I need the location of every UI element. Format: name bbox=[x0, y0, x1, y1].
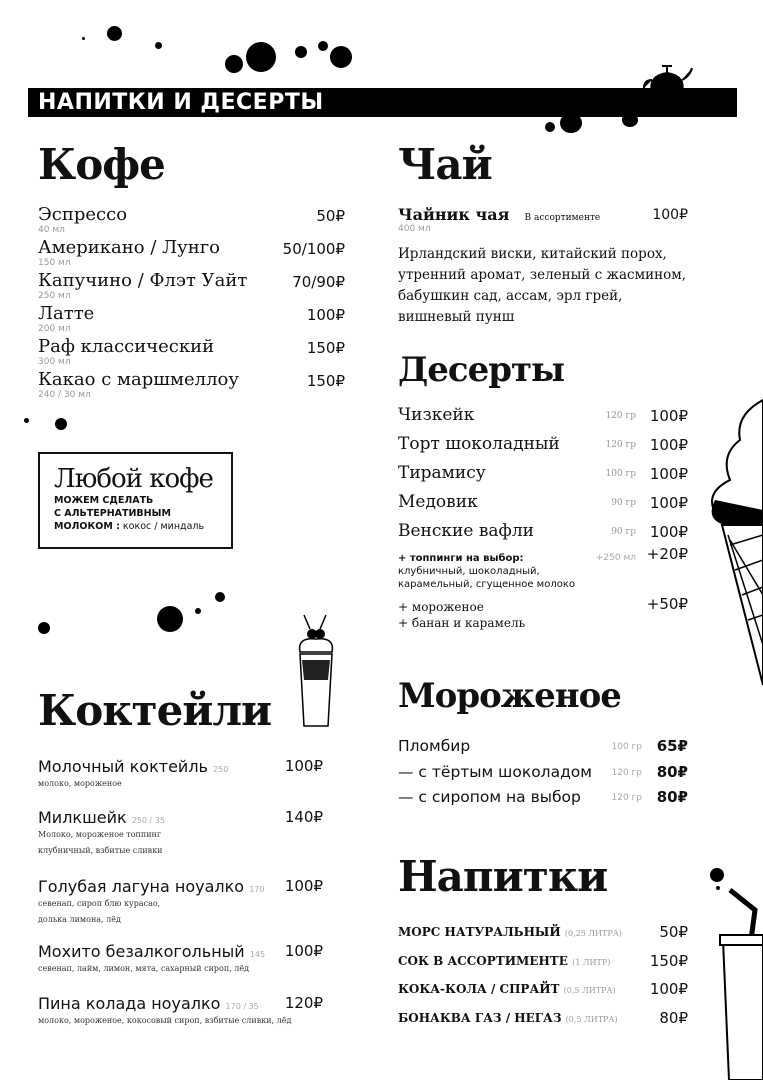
menu-item bbox=[38, 337, 345, 370]
item-price: 80₽ bbox=[659, 1008, 688, 1027]
item-description: молоко, мороженое bbox=[38, 779, 122, 788]
milkshake-icon bbox=[292, 612, 342, 730]
item-name: Торт шоколадный bbox=[398, 434, 560, 454]
tea-item bbox=[398, 205, 688, 328]
tea-line: утренний аромат, зеленый с жасмином, bbox=[398, 267, 686, 283]
promo-line: МОЛОКОМ : bbox=[54, 521, 120, 532]
item-volume: (0,5 ЛИТРА) bbox=[565, 1014, 618, 1024]
item-price: 140₽ bbox=[284, 808, 323, 826]
item-size: 250 bbox=[213, 765, 229, 774]
extras-line: + банан и карамель bbox=[398, 616, 526, 630]
tea-description bbox=[398, 244, 688, 328]
menu-item bbox=[398, 405, 688, 434]
item-description: севенап, лайм, лимон, мята, сахарный сироп, лёд bbox=[38, 964, 250, 973]
item-price: 100₽ bbox=[284, 757, 323, 775]
item-price: 50₽ bbox=[659, 923, 688, 941]
item-price: 150₽ bbox=[649, 951, 688, 970]
extras-option bbox=[398, 595, 688, 631]
item-price: 100₽ bbox=[649, 980, 688, 998]
desserts-heading: Десерты bbox=[398, 350, 565, 390]
item-name: Мохито безалкогольный bbox=[38, 942, 245, 961]
promo-title: Любой кофе bbox=[54, 464, 213, 494]
icecream-heading: Мороженое bbox=[398, 676, 621, 716]
ice-cream-cone-icon bbox=[700, 395, 763, 690]
item-name: Капучино / Флэт Уайт bbox=[38, 270, 248, 291]
item-size: 150 мл bbox=[38, 258, 71, 268]
menu-item bbox=[398, 1008, 688, 1040]
menu-item bbox=[38, 304, 345, 337]
menu-item bbox=[38, 994, 323, 1029]
item-price: 100₽ bbox=[649, 523, 688, 541]
toppings-option bbox=[398, 545, 688, 591]
item-price: 100₽ bbox=[649, 407, 688, 425]
item-size: 300 мл bbox=[38, 357, 71, 367]
item-price: 100₽ bbox=[306, 306, 345, 324]
menu-item bbox=[38, 370, 345, 403]
item-description: севенап, сироп блю курасао, bbox=[38, 899, 161, 908]
coffee-list bbox=[38, 205, 345, 403]
menu-item bbox=[38, 271, 345, 304]
item-price: 100₽ bbox=[649, 436, 688, 454]
toppings-volume: +250 мл bbox=[595, 553, 636, 563]
item-size: 145 bbox=[249, 950, 266, 959]
desserts-list bbox=[398, 405, 688, 631]
menu-item bbox=[398, 492, 688, 521]
extras-price: +50₽ bbox=[646, 595, 688, 613]
teapot-icon bbox=[640, 58, 695, 93]
menu-item bbox=[398, 763, 688, 789]
item-size: 40 мл bbox=[38, 225, 65, 235]
item-name: Латте bbox=[38, 303, 95, 324]
promo-line: МОЖЕМ СДЕЛАТЬ bbox=[54, 495, 154, 506]
item-name: Пломбир bbox=[398, 737, 471, 755]
item-size: 400 мл bbox=[398, 224, 431, 234]
menu-item bbox=[38, 757, 323, 792]
promo-line: С АЛЬТЕРНАТИВНЫМ bbox=[54, 508, 171, 519]
menu-item bbox=[398, 737, 688, 763]
header-bar bbox=[28, 88, 737, 117]
item-volume: (1 ЛИТР) bbox=[572, 957, 611, 967]
menu-item bbox=[398, 788, 688, 814]
item-name: СОК В АССОРТИМЕНТЕ bbox=[398, 953, 568, 968]
item-weight: 100 гр bbox=[605, 469, 636, 479]
item-name: Молочный коктейль bbox=[38, 757, 208, 776]
menu-item bbox=[398, 463, 688, 492]
item-name: Раф классический bbox=[38, 336, 215, 357]
item-size: 170 bbox=[249, 885, 265, 894]
alt-milk-promo bbox=[38, 452, 233, 549]
item-price: 50₽ bbox=[316, 207, 345, 225]
item-name: Какао с маршмеллоу bbox=[38, 369, 239, 390]
item-name: Пина колада ноуалко bbox=[38, 994, 221, 1013]
menu-item bbox=[398, 951, 688, 983]
item-volume: (0,5 ЛИТРА) bbox=[563, 986, 616, 995]
item-size: 240 / 30 мл bbox=[38, 390, 91, 400]
tea-line: бабушкин сад, ассам, эрл грей, вишневый пунш bbox=[398, 288, 623, 325]
item-size: 200 мл bbox=[38, 324, 71, 334]
menu-item bbox=[38, 942, 323, 977]
item-weight: 120 гр bbox=[611, 767, 642, 778]
tea-line: Ирландский виски, китайский порох, bbox=[398, 246, 667, 262]
menu-item bbox=[398, 434, 688, 463]
tea-heading: Чай bbox=[398, 140, 492, 189]
toppings-desc: клубничный, шоколадный, bbox=[398, 566, 540, 577]
item-name: Голубая лагуна ноуалко bbox=[38, 877, 245, 896]
item-price: 70/90₽ bbox=[292, 273, 345, 291]
item-price: 100₽ bbox=[284, 942, 323, 960]
item-name: Чизкейк bbox=[398, 405, 475, 425]
item-price: 100₽ bbox=[649, 494, 688, 512]
item-name: — с тёртым шоколадом bbox=[398, 762, 592, 781]
item-description: молоко, мороженое, кокосовый сироп, взбитые сливки, лёд bbox=[38, 1016, 292, 1025]
item-size: 250 / 35 bbox=[131, 816, 165, 825]
item-price: 50/100₽ bbox=[282, 240, 345, 258]
cup-with-straw-icon bbox=[715, 880, 763, 1080]
item-description: Молоко, мороженое топпинг bbox=[38, 830, 162, 839]
toppings-title: + топпинги на выбор: bbox=[398, 553, 524, 564]
cocktails-heading: Коктейли bbox=[38, 686, 272, 735]
item-price: 150₽ bbox=[306, 339, 345, 357]
item-name: Милкшейк bbox=[38, 808, 127, 827]
item-description: долька лимона, лёд bbox=[38, 915, 121, 924]
menu-item bbox=[398, 521, 688, 550]
menu-item bbox=[398, 982, 688, 1011]
toppings-desc: карамельный, сгущенное молоко bbox=[398, 579, 576, 590]
item-name: Тирамису bbox=[398, 463, 486, 483]
item-name: Венские вафли bbox=[398, 521, 534, 541]
item-price: 80₽ bbox=[656, 788, 688, 806]
item-price: 150₽ bbox=[306, 372, 345, 390]
item-weight: 100 гр bbox=[611, 742, 642, 752]
item-size: 170 / 35 bbox=[225, 1002, 259, 1011]
item-weight: 90 гр bbox=[611, 498, 636, 508]
item-name: КОКА-КОЛА / СПРАЙТ bbox=[398, 982, 560, 996]
item-price: 120₽ bbox=[284, 994, 323, 1012]
item-name: Медовик bbox=[398, 492, 478, 512]
item-price: 80₽ bbox=[656, 762, 688, 781]
item-size: 250 мл bbox=[38, 291, 71, 301]
menu-item bbox=[38, 238, 345, 271]
item-weight: 120 гр bbox=[605, 440, 636, 450]
item-description: клубничный, взбитые сливки bbox=[38, 846, 163, 855]
icecream-list bbox=[398, 737, 688, 814]
item-name: Чайник чая bbox=[398, 205, 510, 224]
item-name: — с сиропом на выбор bbox=[398, 788, 581, 806]
menu-item bbox=[38, 877, 323, 928]
menu-item bbox=[398, 925, 688, 954]
item-weight: 120 гр bbox=[605, 411, 636, 421]
item-price: 100₽ bbox=[649, 465, 688, 483]
menu-item bbox=[38, 808, 323, 859]
item-name: Эспрессо bbox=[38, 204, 128, 225]
item-price: 65₽ bbox=[656, 737, 688, 755]
item-weight: 90 гр bbox=[611, 527, 636, 537]
promo-options: кокос / миндаль bbox=[119, 521, 205, 532]
coffee-heading: Кофе bbox=[38, 140, 165, 189]
item-price: 100₽ bbox=[652, 207, 688, 223]
menu-item bbox=[38, 205, 345, 238]
extras-line: + мороженое bbox=[398, 600, 484, 614]
drinks-heading: Напитки bbox=[398, 852, 608, 901]
page-title: НАПИТКИ И ДЕСЕРТЫ bbox=[38, 90, 324, 115]
item-weight: 120 гр bbox=[611, 793, 642, 803]
item-name: БОНАКВА ГАЗ / НЕГАЗ bbox=[398, 1010, 562, 1025]
drinks-list bbox=[398, 925, 688, 1039]
item-name: МОРС НАТУРАЛЬНЫЙ bbox=[398, 925, 561, 939]
item-volume: (0,25 ЛИТРА) bbox=[564, 929, 622, 938]
toppings-price: +20₽ bbox=[646, 545, 688, 563]
item-note: В ассортименте bbox=[524, 213, 601, 223]
item-name: Американо / Лунго bbox=[38, 237, 221, 258]
item-price: 100₽ bbox=[284, 877, 323, 895]
